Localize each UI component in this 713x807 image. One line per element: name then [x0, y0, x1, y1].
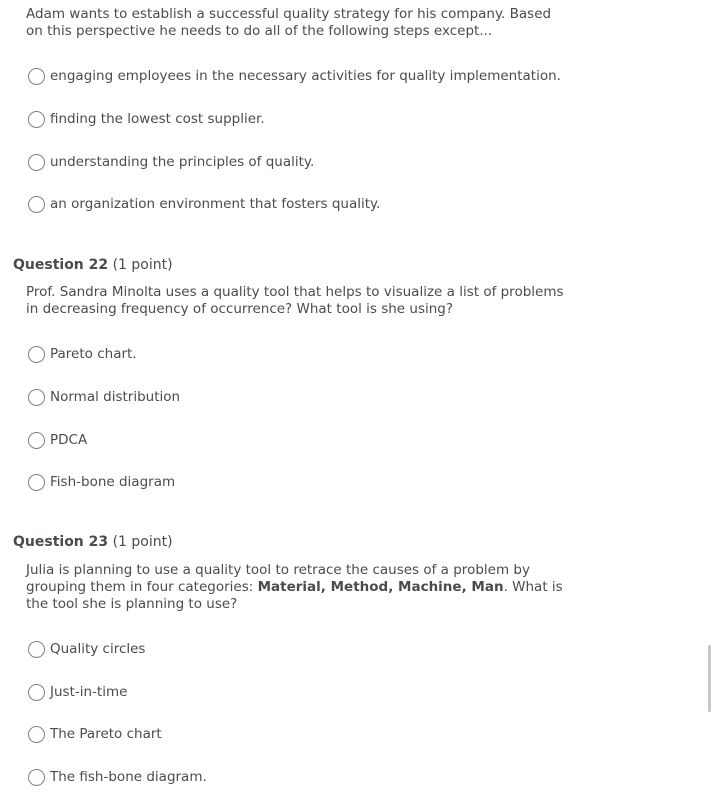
option-label: Fish-bone diagram: [50, 474, 176, 490]
option-label: The fish-bone diagram.: [50, 769, 207, 785]
question-22-text: Prof. Sandra Minolta uses a quality tool that helps to visualize a list of problems in decreasing frequency of occurrence? What tool is she using?: [26, 284, 564, 317]
option-label: Pareto chart.: [50, 346, 137, 362]
question-number: Question 22: [13, 257, 109, 273]
radio-button[interactable]: [28, 154, 45, 171]
question-21-option-2[interactable]: [28, 109, 265, 129]
radio-button[interactable]: [28, 769, 45, 786]
radio-button[interactable]: [28, 196, 45, 213]
option-label: Quality circles: [50, 641, 146, 657]
question-23-text: [26, 562, 571, 613]
question-21-text: Adam wants to establish a successful quality strategy for his company. Based on this perspective he needs to do all of the following steps except...: [26, 6, 552, 39]
question-22-option-1[interactable]: [28, 344, 137, 364]
option-label: engaging employees in the necessary activities for quality implementation.: [50, 68, 561, 84]
option-label: understanding the principles of quality.: [50, 154, 315, 170]
radio-button[interactable]: [28, 111, 45, 128]
option-label: an organization environment that fosters quality.: [50, 196, 381, 212]
option-label: PDCA: [50, 432, 88, 448]
radio-button[interactable]: [28, 68, 45, 85]
question-22-option-2[interactable]: [28, 387, 180, 407]
radio-button[interactable]: [28, 684, 45, 701]
question-21-option-3[interactable]: [28, 152, 314, 172]
question-22-heading: [13, 257, 173, 274]
question-23-heading: [13, 534, 173, 551]
scrollbar-thumb[interactable]: [708, 645, 711, 712]
option-label: finding the lowest cost supplier.: [50, 111, 265, 127]
radio-button[interactable]: [28, 346, 45, 363]
question-23-option-2[interactable]: [28, 682, 127, 702]
option-label: The Pareto chart: [50, 726, 162, 742]
question-points: (1 point): [112, 257, 173, 273]
question-23-option-1[interactable]: [28, 639, 145, 659]
radio-button[interactable]: [28, 432, 45, 449]
question-text-part: Julia is planning to use a quality tool to retrace the causes of a problem by grouping them in four categories:: [26, 562, 530, 595]
question-21-option-4[interactable]: [28, 194, 380, 214]
question-23-option-3[interactable]: [28, 724, 162, 744]
question-points: (1 point): [112, 534, 173, 550]
question-text-emphasis: Material, Method, Machine, Man: [257, 579, 504, 595]
question-22-option-4[interactable]: [28, 472, 175, 492]
question-text-part: . What is the tool she is planning to use?: [26, 579, 563, 612]
radio-button[interactable]: [28, 726, 45, 743]
question-23-option-4[interactable]: [28, 767, 207, 787]
radio-button[interactable]: [28, 389, 45, 406]
question-22-option-3[interactable]: [28, 430, 87, 450]
option-label: Just-in-time: [50, 684, 128, 700]
radio-button[interactable]: [28, 474, 45, 491]
radio-button[interactable]: [28, 641, 45, 658]
question-number: Question 23: [13, 534, 109, 550]
option-label: Normal distribution: [50, 389, 181, 405]
question-21-option-1[interactable]: [28, 66, 561, 86]
